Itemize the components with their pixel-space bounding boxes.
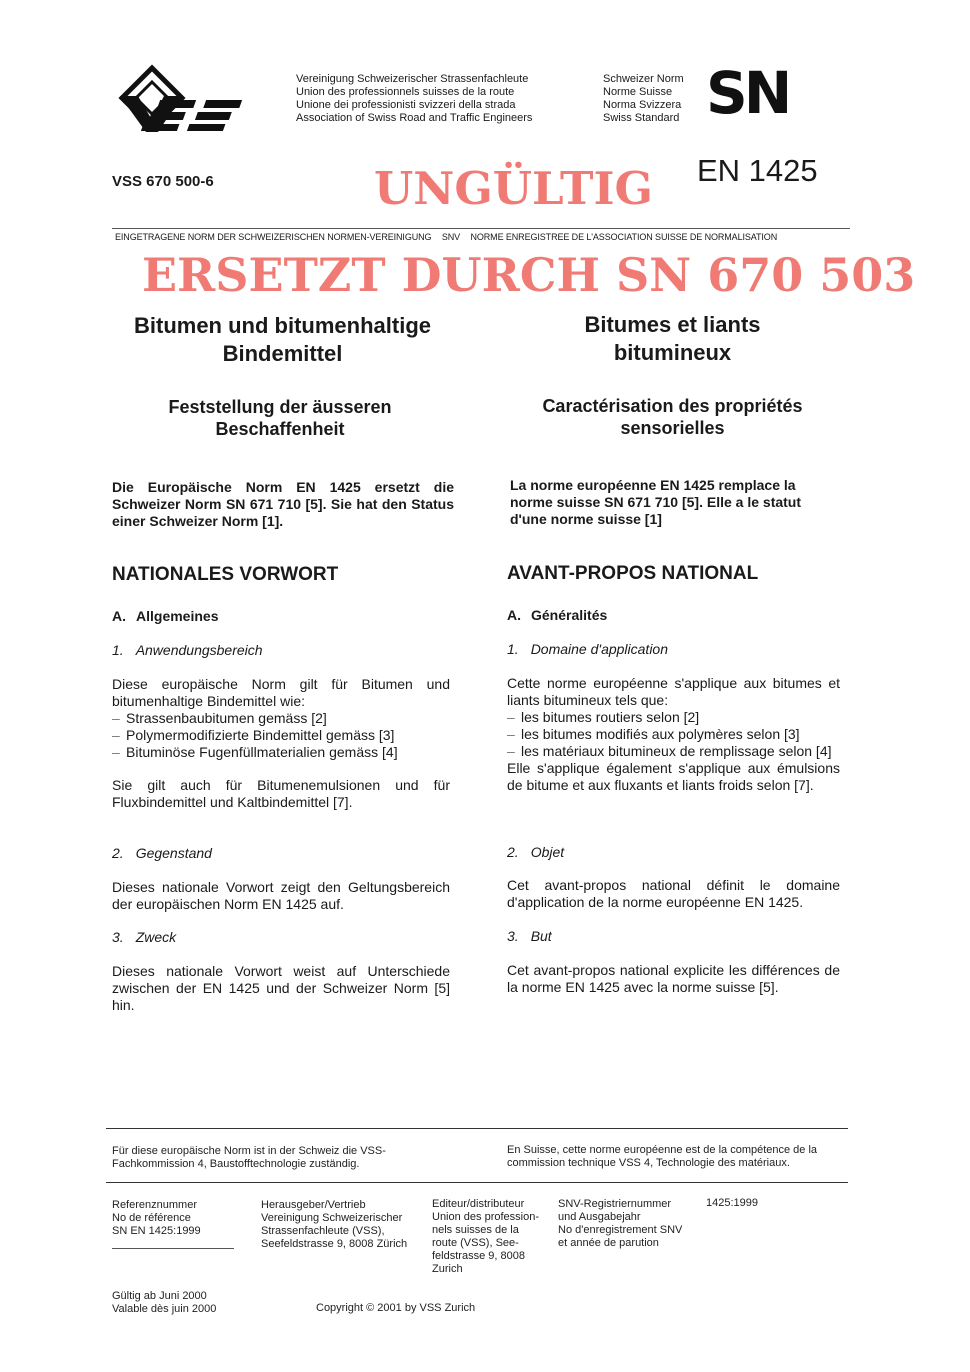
item-2-fr — [507, 844, 564, 860]
org-name-it: Unione dei professionisti svizzeri della strada — [296, 99, 516, 111]
publisher-de-line: Vereinigung Schweizerischer — [261, 1212, 403, 1224]
publisher-fr-line: Editeur/distributeur — [432, 1198, 525, 1210]
reference-number — [112, 1199, 237, 1238]
object-de: Dieses nationale Vorwort zeigt den Geltungsbereich der europäischen Norm EN 1425 auf. — [112, 879, 450, 912]
publisher-fr-line: nels suisses de la — [432, 1224, 519, 1236]
item-1-fr — [507, 641, 668, 657]
item-1-de — [112, 642, 263, 658]
item-2-fr-num: 2. — [507, 844, 519, 860]
subtitle-fr-line-2: sensorielles — [620, 418, 725, 438]
item-3-fr-title: But — [530, 928, 552, 944]
org-name-en: Association of Swiss Road and Traffic Engineers — [296, 112, 533, 124]
title-de-line-2: Bindemittel — [222, 341, 343, 366]
norm-name-fr: Norme Suisse — [603, 86, 673, 98]
publisher-de-line: Seefeldstrasse 9, 8008 Zürich — [261, 1238, 408, 1250]
scope-de-list — [112, 710, 450, 761]
intro-fr: La norme européenne EN 1425 remplace la norme suisse SN 671 710 [5]. Elle a le statut d'une norme suisse [1] — [510, 477, 802, 527]
publisher-fr-line: feldstrasse 9, 8008 — [432, 1250, 525, 1262]
list-item: – les bitumes modifiés aux polymères selon [3] — [507, 726, 840, 743]
item-2-fr-title: Objet — [530, 844, 565, 860]
document-number: VSS 670 500-6 — [112, 173, 214, 190]
scope-fr — [507, 675, 840, 794]
scope-fr-text: Cette norme européenne s'applique aux bitumes et liants bitumineux tels que: — [507, 675, 840, 708]
publisher-de-line: Strassenfachleute (VSS), — [261, 1225, 385, 1237]
validity-fr: Valable dès juin 2000 — [112, 1303, 217, 1315]
reference-underline — [112, 1248, 234, 1249]
publisher-fr-line: Union des profession- — [432, 1211, 540, 1223]
subtitle-de — [100, 396, 460, 440]
list-item: – les bitumes routiers selon [2] — [507, 709, 840, 726]
scope-de — [112, 676, 450, 761]
registration-fr: NORME ENREGISTREE DE L'ASSOCIATION SUISSE DE NORMALISATION — [470, 232, 778, 242]
item-2-de — [112, 845, 212, 861]
copyright: Copyright © 2001 by VSS Zurich — [316, 1302, 476, 1314]
snv-line: SNV-Registriernummer — [558, 1198, 672, 1210]
competence-fr: En Suisse, cette norme européenne est de la compétence de la commission technique VSS 4, Technologie des matériaux. — [507, 1144, 818, 1169]
item-2-de-num: 2. — [112, 845, 124, 861]
snv-value: 1425:1999 — [706, 1197, 758, 1209]
vss-logo-icon — [112, 62, 262, 134]
section-title-fr: AVANT-PROPOS NATIONAL — [507, 563, 759, 584]
list-item: – Strassenbaubitumen gemäss [2] — [112, 710, 450, 727]
footer-rule-middle — [106, 1182, 848, 1183]
reference-label-de: Referenznummer — [112, 1199, 197, 1211]
title-fr-line-1: Bitumes et liants — [584, 312, 761, 337]
subtitle-de-line-2: Beschaffenheit — [215, 419, 345, 439]
invalid-stamp: UNGÜLTIG — [374, 162, 653, 215]
publisher-fr — [432, 1198, 550, 1276]
subtitle-de-line-1: Feststellung der äusseren — [168, 397, 392, 417]
scope-extra-fr: Elle s'applique également s'applique aux émulsions de bitume et aux fluxants et liants froids selon [7]. — [507, 760, 840, 793]
title-fr-line-2: bitumineux — [613, 340, 732, 365]
object-fr: Cet avant-propos national définit le domaine d'application de la norme européenne EN 1425. — [507, 877, 840, 910]
validity-de: Gültig ab Juni 2000 — [112, 1290, 207, 1302]
org-name-de: Vereinigung Schweizerischer Strassenfachleute — [296, 73, 529, 85]
organization-names — [296, 73, 586, 125]
purpose-fr: Cet avant-propos national explicite les différences de la norme EN 1425 avec la norme suisse [5]. — [507, 962, 840, 995]
scope-fr-list — [507, 709, 840, 760]
item-3-de-num: 3. — [112, 929, 124, 945]
registration-de: EINGETRAGENE NORM DER SCHWEIZERISCHEN NORMEN-VEREINIGUNG — [115, 232, 432, 242]
item-3-fr-num: 3. — [507, 928, 519, 944]
section-title-de: NATIONALES VORWORT — [112, 564, 339, 585]
publisher-fr-line: Zurich — [432, 1263, 463, 1275]
snv-line: No d'enregistrement SNV — [558, 1224, 683, 1236]
title-fr — [490, 311, 855, 367]
subsection-fr-label: A. — [507, 607, 521, 623]
snv-line: und Ausgabejahr — [558, 1211, 641, 1223]
item-3-de — [112, 929, 176, 945]
registration-line — [115, 232, 777, 242]
norm-name-it: Norma Svizzera — [603, 99, 682, 111]
purpose-de: Dieses nationale Vorwort weist auf Unterschiede zwischen der EN 1425 und der Schweizer Norm [5] hin. — [112, 963, 450, 1013]
scope-extra-de: Sie gilt auch für Bitumenemulsionen und für Fluxbindemittel und Kaltbindemittel [7]. — [112, 777, 450, 810]
list-item: – Polymermodifizierte Bindemittel gemäss [3] — [112, 727, 450, 744]
subsection-de-label: A. — [112, 608, 126, 624]
item-1-de-num: 1. — [112, 642, 124, 658]
replaced-by-stamp: ERSETZT DURCH SN 670 503 — [142, 248, 916, 302]
item-1-de-title: Anwendungsbereich — [135, 642, 263, 658]
reference-value: SN EN 1425:1999 — [112, 1225, 201, 1237]
intro-de: Die Europäische Norm EN 1425 ersetzt die Schweizer Norm SN 671 710 [5]. Sie hat den Status einer Schweizer Norm [1]. — [112, 479, 454, 529]
subsection-fr-title: Généralités — [531, 607, 608, 623]
list-item: – Bituminöse Fugenfüllmaterialien gemäss [4] — [112, 744, 450, 761]
norm-name-de: Schweizer Norm — [603, 73, 684, 85]
publisher-fr-line: route (VSS), See- — [432, 1237, 519, 1249]
item-2-de-title: Gegenstand — [135, 845, 212, 861]
snv-line: et année de parution — [558, 1237, 659, 1249]
footer-rule-top — [106, 1128, 848, 1129]
org-name-fr: Union des professionnels suisses de la route — [296, 86, 515, 98]
header-rule — [112, 228, 850, 229]
sn-logo: SN — [706, 59, 789, 127]
item-1-fr-title: Domaine d'application — [530, 641, 669, 657]
snv-registration — [558, 1198, 698, 1250]
validity — [112, 1290, 252, 1316]
reference-label-fr: No de référence — [112, 1212, 191, 1224]
publisher-de-line: Herausgeber/Vertrieb — [261, 1199, 366, 1211]
list-item: – les matériaux bitumineux de remplissage selon [4] — [507, 743, 840, 760]
subtitle-fr — [490, 395, 855, 439]
scope-de-text: Diese europäische Norm gilt für Bitumen und bitumenhaltige Bindemittel wie: — [112, 676, 450, 709]
title-de-line-1: Bitumen und bitumenhaltige — [134, 313, 431, 338]
subsection-de — [112, 608, 218, 624]
publisher-de — [261, 1199, 421, 1251]
item-3-fr — [507, 928, 552, 944]
item-1-fr-num: 1. — [507, 641, 519, 657]
competence-de: Für diese europäische Norm ist in der Schweiz die VSS-Fachkommission 4, Baustofftechnologie zuständig. — [112, 1145, 386, 1170]
item-3-de-title: Zweck — [135, 929, 177, 945]
en-number: EN 1425 — [697, 153, 818, 188]
subtitle-fr-line-1: Caractérisation des propriétés — [542, 396, 803, 416]
registration-snv: SNV — [441, 232, 461, 242]
title-de — [100, 312, 465, 368]
norm-name-en: Swiss Standard — [603, 112, 680, 124]
subsection-de-title: Allgemeines — [136, 608, 219, 624]
subsection-fr — [507, 607, 607, 623]
norm-type-names — [603, 73, 713, 125]
